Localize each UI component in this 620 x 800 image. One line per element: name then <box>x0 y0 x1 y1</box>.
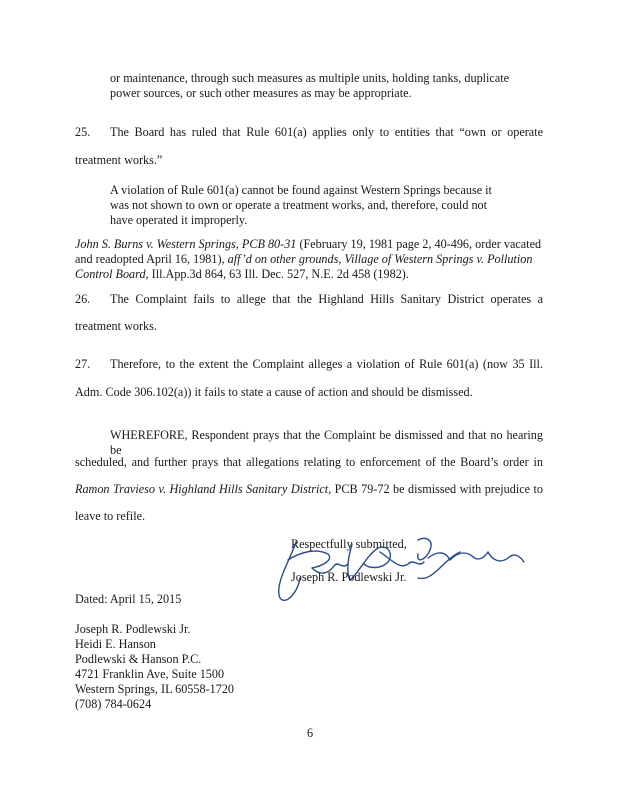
affirmed-case: aff’d on other grounds, Village of Western Springs v. Pollution <box>227 252 533 266</box>
block-quote <box>110 183 492 228</box>
date-line: Dated: April 15, 2015 <box>75 592 182 606</box>
phone-number: (708) 784-0624 <box>75 697 152 711</box>
page-number: 6 <box>307 726 314 740</box>
citation-line-2: and readopted April 16, 1981), aff’d on other grounds, Village of Western Springs v. Pollution <box>75 252 533 266</box>
text-line: or maintenance, through such measures as multiple units, holding tanks, duplicate <box>110 71 510 85</box>
wherefore-line-4: leave to refile. <box>75 509 146 523</box>
paragraph-number-26: 26. <box>75 292 91 306</box>
case-citation <box>75 237 541 282</box>
attorney-name-2: Heidi E. Hanson <box>75 637 156 651</box>
wherefore-line-2: scheduled, and further prays that allegations relating to enforcement of the Board’s order in <box>75 455 543 469</box>
city-state-zip: Western Springs, IL 60558-1720 <box>75 682 235 696</box>
paragraph-27-line-1: Therefore, to the extent the Complaint alleges a violation of Rule 601(a) (now 35 Ill. <box>110 357 543 371</box>
citation-line-3: Control Board, Ill.App.3d 864, 63 Ill. Dec. 527, N.E. 2d 458 (1982). <box>75 267 409 281</box>
quote-line: was not shown to own or operate a treatment works, and, therefore, could not <box>110 198 488 212</box>
attorney-name-1: Joseph R. Podlewski Jr. <box>75 622 191 636</box>
continued-paragraph <box>110 71 509 101</box>
paragraph-25-line-2: treatment works.” <box>75 153 163 167</box>
wherefore-line-1: WHEREFORE, Respondent prays that the Complaint be dismissed and that no hearing be <box>110 428 543 457</box>
citation-line-1: John S. Burns v. Western Springs, PCB 80-31 (February 19, 1981 page 2, 40-496, order vacated <box>75 237 542 251</box>
text-line: power sources, or such other measures as may be appropriate. <box>110 86 412 100</box>
wherefore-line-3: Ramon Travieso v. Highland Hills Sanitary District, PCB 79-72 be dismissed with prejudice to <box>75 482 543 496</box>
paragraph-number-27: 27. <box>75 357 91 371</box>
case-name: John S. Burns v. Western Springs, PCB 80-31 <box>75 237 297 251</box>
attorney-address <box>75 622 234 712</box>
quote-line: have operated it improperly. <box>110 213 248 227</box>
quote-line: A violation of Rule 601(a) cannot be found against Western Springs because it <box>110 183 492 197</box>
paragraph-25-line-1: The Board has ruled that Rule 601(a) applies only to entities that “own or operate <box>110 125 543 139</box>
paragraph-number-25: 25. <box>75 125 91 139</box>
street-address: 4721 Franklin Ave, Suite 1500 <box>75 667 225 681</box>
paragraph-27-line-2: Adm. Code 306.102(a)) it fails to state a cause of action and should be dismissed. <box>75 385 473 399</box>
closing-text: Respectfully submitted, <box>291 537 407 551</box>
paragraph-26-line-1: The Complaint fails to allege that the Highland Hills Sanitary District operates a <box>110 292 543 306</box>
firm-name: Podlewski & Hanson P.C. <box>75 652 202 666</box>
paragraph-26-line-2: treatment works. <box>75 319 157 333</box>
signer-name: Joseph R. Podlewski Jr. <box>291 570 407 584</box>
